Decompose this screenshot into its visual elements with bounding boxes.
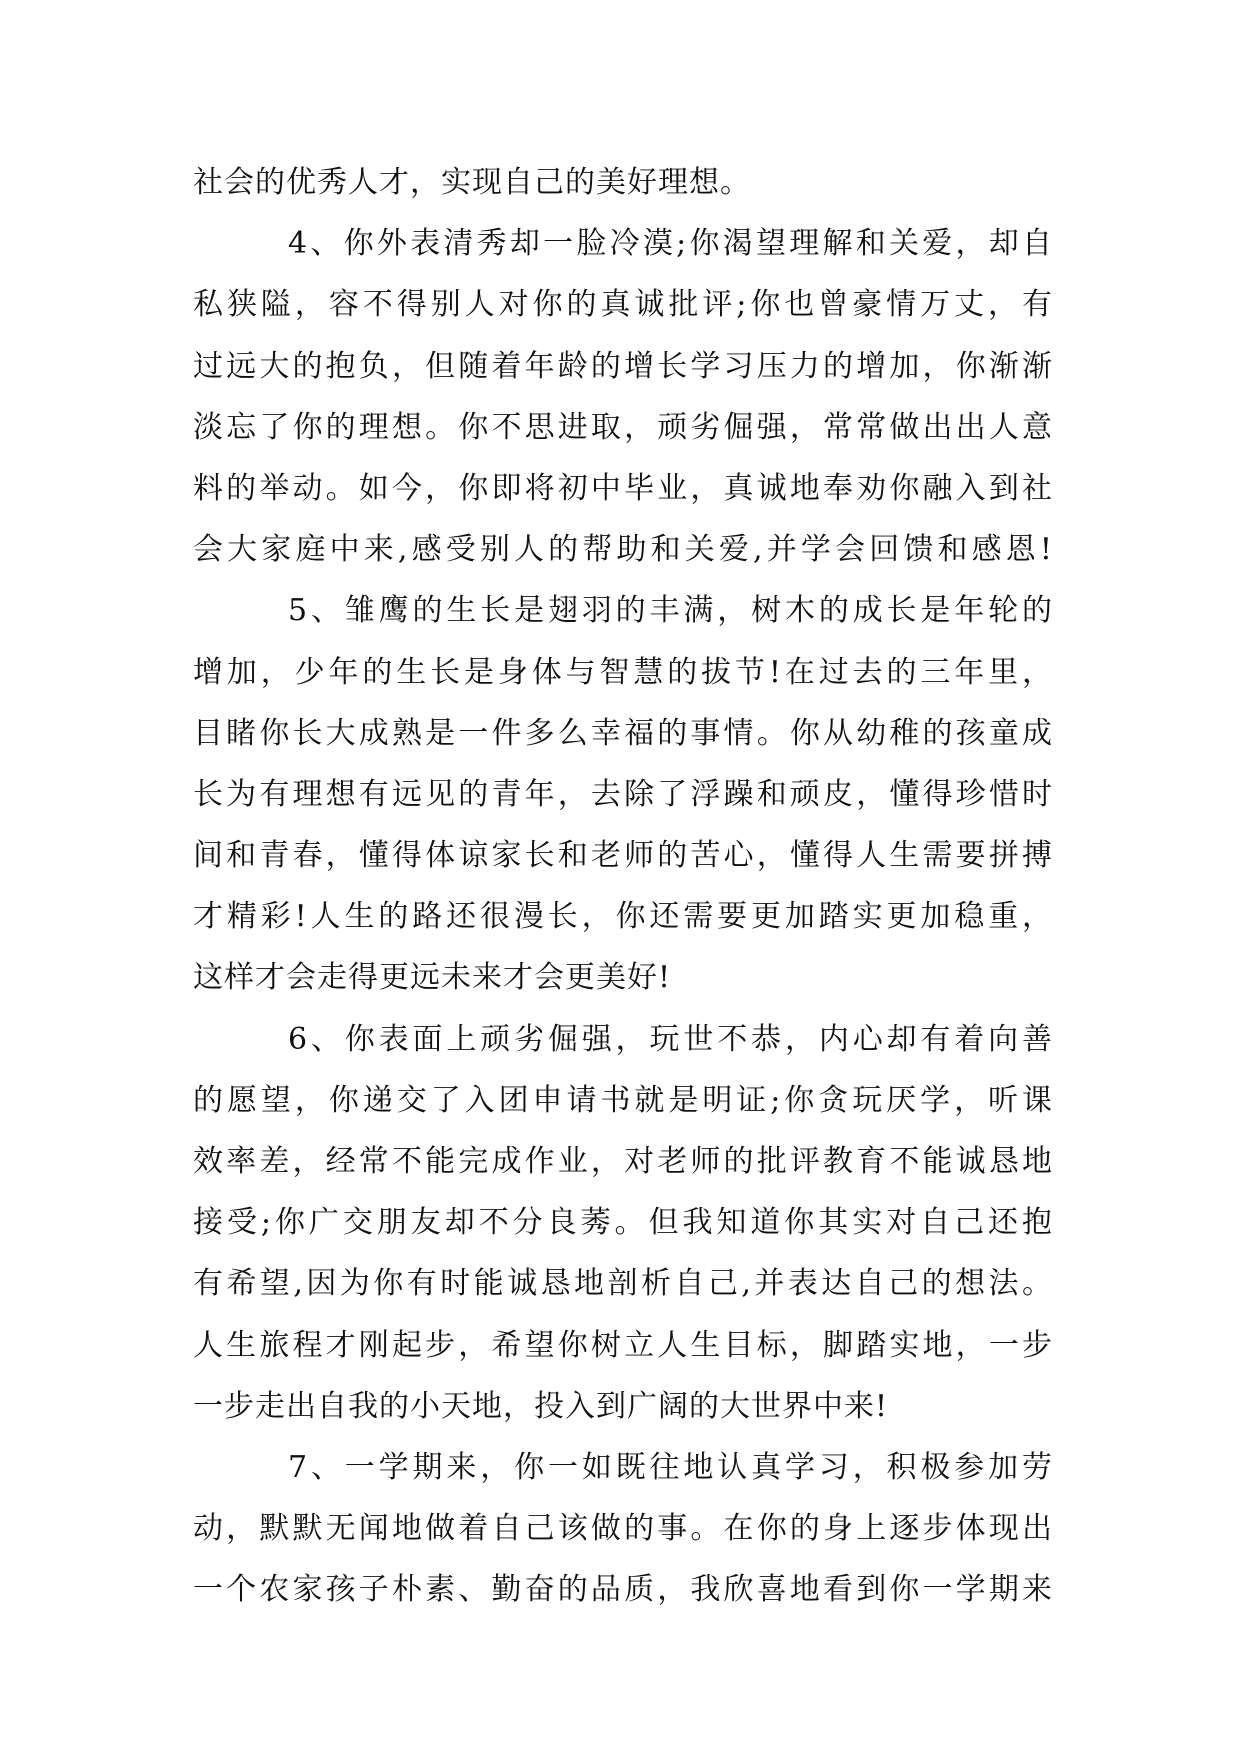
text-line: 增加，少年的生长是身体与智慧的拔节!在过去的三年里，: [193, 654, 1053, 690]
text-line: 一步走出自我的小天地，投入到广阔的大世界中来!: [193, 1388, 889, 1424]
paragraph-4-start: 4、你外表清秀却一脸冷漠;你渴望理解和关爱，却自: [288, 226, 1053, 262]
text-line: 才精彩!人生的路还很漫长，你还需要更加踏实更加稳重，: [193, 899, 1053, 935]
text-line: 效率差，经常不能完成作业，对老师的批评教育不能诚恳地: [193, 1144, 1053, 1179]
paragraph-5-start: 5、雏鹰的生长是翅羽的丰满，树木的成长是年轮的: [288, 593, 1053, 629]
text-line: 间和青春，懂得体谅家长和老师的苦心，懂得人生需要拼搏: [193, 838, 1053, 874]
text-line: 人生旅程才刚起步，希望你树立人生目标，脚踏实地，一步: [193, 1327, 1053, 1363]
text-line: 过远大的抱负，但随着年龄的增长学习压力的增加，你渐渐: [193, 348, 1053, 384]
text-line: 社会的优秀人才，实现自己的美好理想。: [193, 165, 751, 200]
text-line: 的愿望，你递交了入团申请书就是明证;你贪玩厌学，听课: [193, 1082, 1053, 1118]
text-line: 长为有理想有远见的青年，去除了浮躁和顽皮，懂得珍惜时: [193, 776, 1053, 812]
text-line: 接受;你广交朋友却不分良莠。但我知道你其实对自己还抱: [193, 1205, 1053, 1241]
text-line: 会大家庭中来,感受别人的帮助和关爱,并学会回馈和感恩!: [193, 532, 1053, 568]
text-line: 料的举动。如今，你即将初中毕业，真诚地奉劝你融入到社: [193, 470, 1053, 506]
text-line: 一个农家孩子朴素、勤奋的品质，我欣喜地看到你一学期来: [193, 1572, 1053, 1608]
text-line: 目睹你长大成熟是一件多么幸福的事情。你从幼稚的孩童成: [193, 715, 1053, 751]
paragraph-6-start: 6、你表面上顽劣倔强，玩世不恭，内心却有着向善: [288, 1021, 1053, 1057]
text-line: 有希望,因为你有时能诚恳地剖析自己,并表达自己的想法。: [193, 1266, 1053, 1302]
text-line: 淡忘了你的理想。你不思进取，顽劣倔强，常常做出出人意: [193, 409, 1053, 445]
text-line: 这样才会走得更远未来才会更美好!: [193, 960, 672, 996]
text-line: 私狭隘，容不得别人对你的真诚批评;你也曾豪情万丈，有: [193, 287, 1053, 323]
paragraph-7-start: 7、一学期来，你一如既往地认真学习，积极参加劳: [288, 1449, 1053, 1485]
document-body: [193, 152, 1053, 1621]
text-line: 动，默默无闻地做着自己该做的事。在你的身上逐步体现出: [193, 1511, 1053, 1547]
